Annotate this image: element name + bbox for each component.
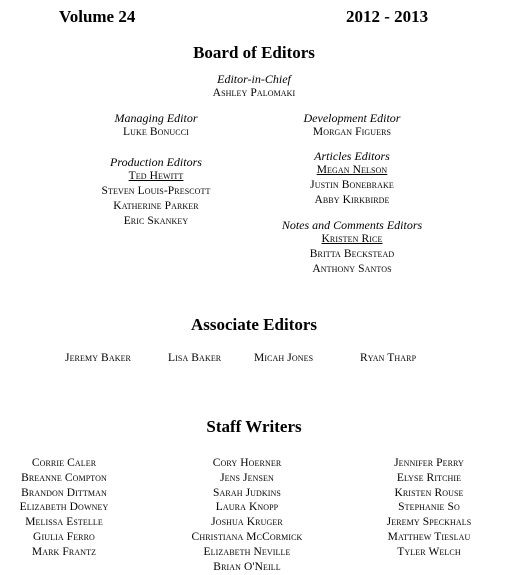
staff-writer-name: Christiana McCormick <box>191 530 303 543</box>
staff-writer-name: Cory Hoerner <box>212 457 282 469</box>
staff-writer-name: Stephanie So <box>398 501 460 514</box>
articles-editor-name: Megan Nelson <box>316 164 388 176</box>
production-editor-name: Eric Skankey <box>123 215 189 227</box>
development-editor-name: Morgan Figuers <box>312 126 392 138</box>
associate-editors-title: Associate Editors <box>190 315 318 334</box>
staff-writer-name: Sarah Judkins <box>213 486 281 499</box>
articles-editor-name: Abby Kirkbirde <box>314 194 390 206</box>
editor-in-chief-role: Editor-in-Chief <box>217 72 291 86</box>
managing-editor-block <box>62 111 250 140</box>
staff-writer-name: Jeremy Speckhals <box>386 516 472 529</box>
staff-writer-name: Corrie Caler <box>31 457 97 469</box>
staff-writer-name: Melissa Estelle <box>25 516 103 529</box>
staff-writer-name: Kristen Rouse <box>394 486 464 499</box>
notes-comments-editor-name: Britta Beckstead <box>309 248 395 260</box>
associate-editor-name: Ryan Tharp <box>360 352 417 364</box>
board-title: Board of Editors <box>193 43 315 62</box>
staff-writer-name: Giulia Ferro <box>33 530 95 543</box>
staff-writer-name: Brandon Dittman <box>21 486 107 499</box>
staff-writer-name: Breanne Compton <box>21 471 107 484</box>
staff-column-3 <box>364 456 494 560</box>
staff-writer-name: Joshua Kruger <box>211 516 283 529</box>
associate-editor-name: Lisa Baker <box>168 352 222 364</box>
articles-editors-role: Articles Editors <box>314 149 390 163</box>
notes-comments-editors-block <box>248 218 456 277</box>
production-editors-role: Production Editors <box>110 155 202 169</box>
development-editor-block <box>258 111 446 140</box>
staff-writer-name: Mark Frantz <box>31 545 97 558</box>
production-editor-name: Ted Hewitt <box>128 170 184 182</box>
production-editor-name: Katherine Parker <box>113 200 199 212</box>
staff-writer-name: Elizabeth Downey <box>19 501 109 514</box>
staff-writer-name: Laura Knopp <box>215 501 279 514</box>
production-editors-block <box>52 155 260 229</box>
staff-writer-name: Matthew Tieslau <box>387 530 471 543</box>
associate-editor-name: Micah Jones <box>254 352 314 364</box>
managing-editor-role: Managing Editor <box>114 111 198 125</box>
development-editor-role: Development Editor <box>303 111 401 125</box>
staff-column-2 <box>172 456 322 574</box>
staff-writer-name: Brian O'Neill <box>213 560 281 573</box>
editor-in-chief-block <box>0 72 508 101</box>
staff-writer-name: Elyse Ritchie <box>396 471 462 484</box>
volume-label: Volume 24 <box>59 7 136 26</box>
notes-comments-editor-name: Anthony Santos <box>312 263 392 275</box>
staff-writer-name: Tyler Welch <box>397 545 461 558</box>
staff-writers-title: Staff Writers <box>206 417 302 436</box>
staff-column-1 <box>4 456 124 560</box>
notes-comments-editor-name: Kristen Rice <box>321 233 383 245</box>
year-range: 2012 - 2013 <box>346 7 429 26</box>
production-editor-name: Steven Louis-Prescott <box>101 185 211 197</box>
editor-in-chief-name: Ashley Palomaki <box>212 87 296 99</box>
associate-editor-name: Jeremy Baker <box>65 352 131 364</box>
notes-comments-editors-role: Notes and Comments Editors <box>281 218 423 232</box>
staff-writer-name: Jens Jensen <box>220 471 274 484</box>
staff-writer-name: Jennifer Perry <box>394 457 464 469</box>
articles-editors-block <box>258 149 446 208</box>
articles-editor-name: Justin Bonebrake <box>310 179 394 191</box>
managing-editor-name: Luke Bonucci <box>123 126 189 138</box>
staff-writer-name: Elizabeth Neville <box>203 545 291 558</box>
